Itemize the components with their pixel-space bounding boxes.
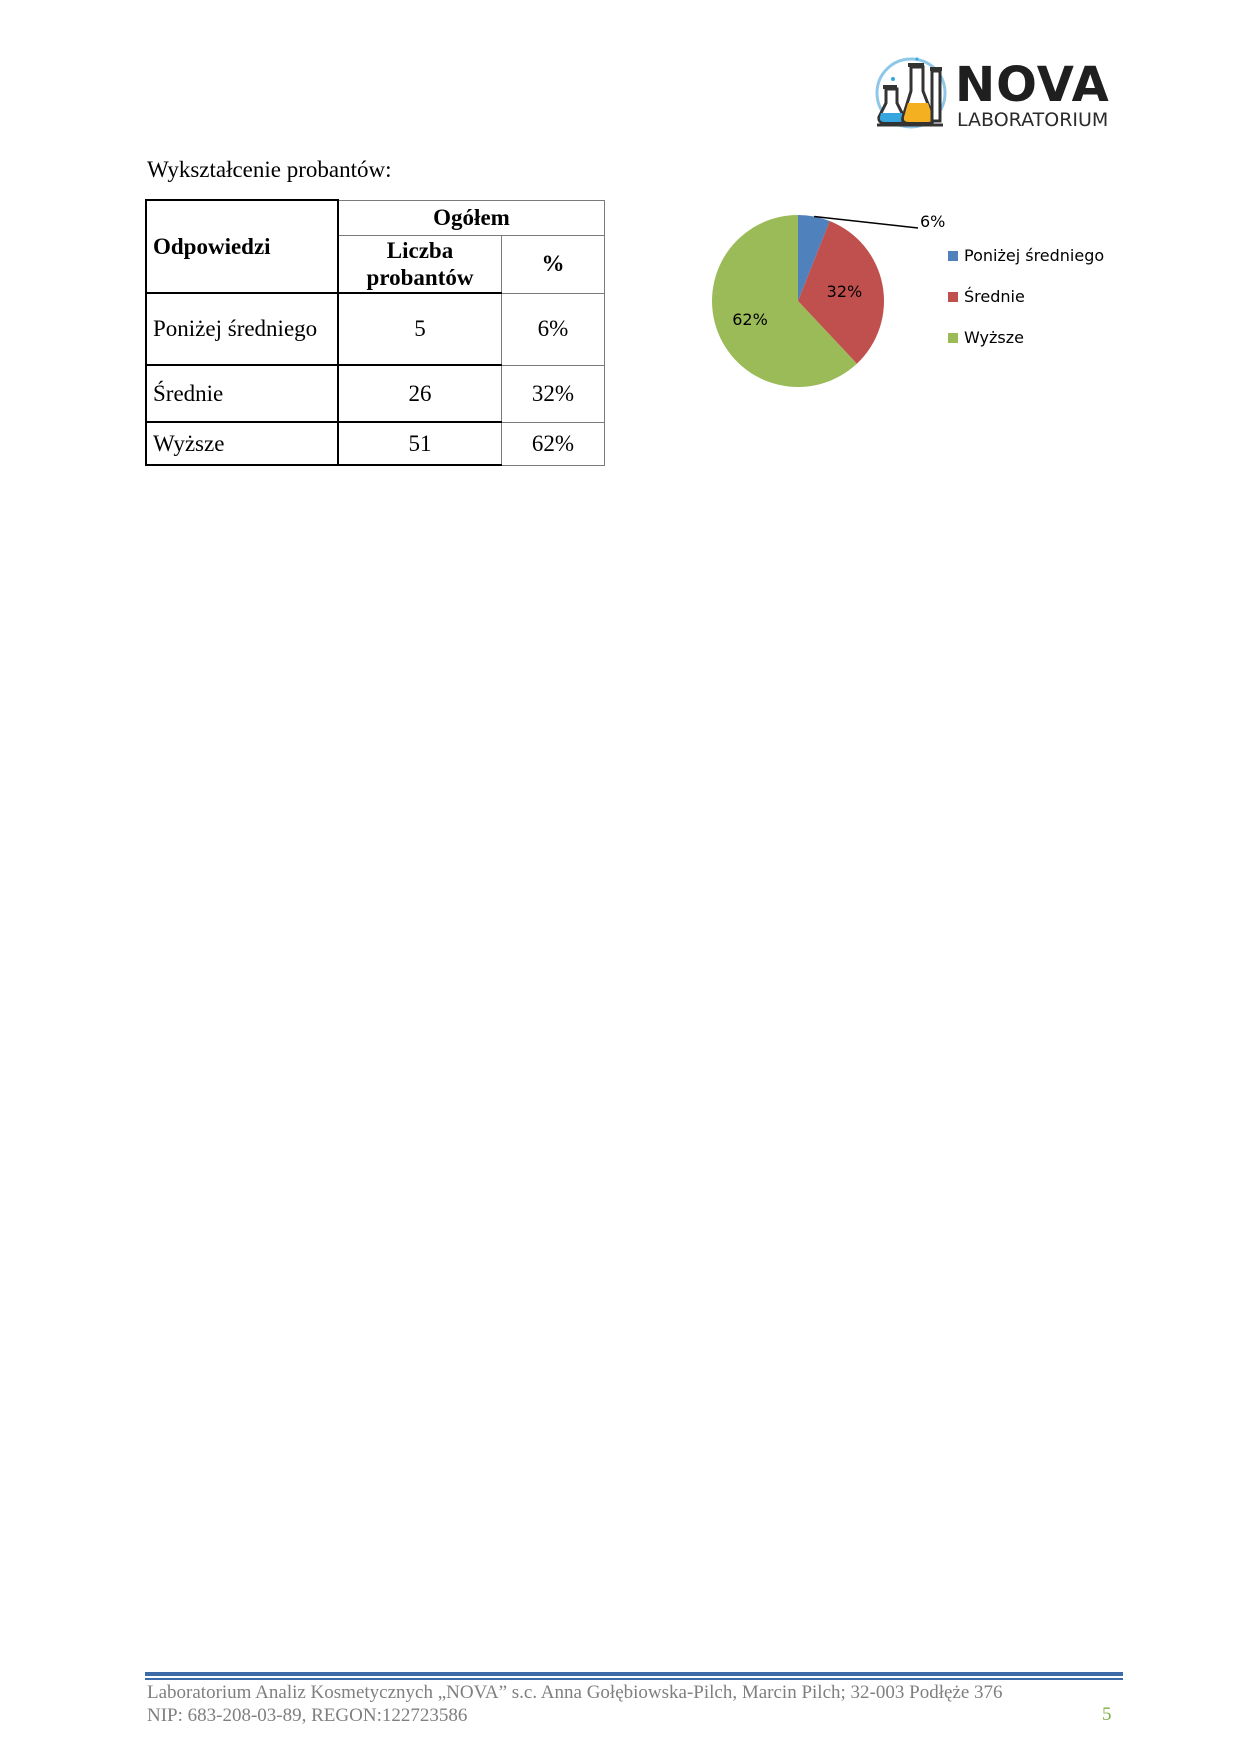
section-heading: Wykształcenie probantów:	[147, 157, 392, 182]
data-label: 32%	[826, 282, 863, 302]
logo-title: NOVA	[955, 57, 1110, 113]
footer-ids: NIP: 683-208-03-89, REGON:122723586	[147, 1705, 468, 1726]
table-row	[146, 293, 605, 365]
legend-swatch	[948, 292, 958, 302]
legend-entry: Poniżej średniego	[964, 246, 1105, 265]
row-percent: 6%	[502, 293, 605, 365]
table-row	[146, 422, 605, 465]
pie-chart-svg	[700, 200, 1120, 410]
footer-divider	[145, 1672, 1123, 1680]
table-row	[146, 365, 605, 422]
legend-entry: Wyższe	[964, 328, 1024, 347]
header-count: Liczba probantów	[338, 235, 502, 293]
data-label: 62%	[732, 309, 768, 329]
header-answers: Odpowiedzi	[146, 200, 338, 293]
legend-swatch	[948, 333, 958, 343]
legend-entry: Średnie	[964, 287, 1025, 306]
footer-text	[147, 1681, 1003, 1727]
footer-address: Laboratorium Analiz Kosmetycznych „NOVA” s.c. Anna Gołębiowska-Pilch, Marcin Pilch; 32-003 Podłęże 376	[147, 1682, 1003, 1703]
logo-subtitle: LABORATORIUM	[957, 109, 1109, 131]
row-label: Poniżej średniego	[146, 293, 338, 365]
page-number: 5	[1102, 1704, 1112, 1725]
education-pie-chart	[700, 200, 1120, 410]
row-label: Wyższe	[146, 422, 338, 465]
header-group: Ogółem	[338, 200, 605, 235]
company-logo	[873, 55, 1118, 135]
row-count: 51	[338, 422, 502, 465]
lab-flasks-icon	[873, 55, 953, 135]
education-table	[145, 199, 605, 466]
row-percent: 62%	[502, 422, 605, 465]
header-percent: %	[502, 235, 605, 293]
legend-swatch	[948, 251, 958, 261]
data-label: 6%	[920, 212, 946, 231]
row-percent: 32%	[502, 365, 605, 422]
row-label: Średnie	[146, 365, 338, 422]
row-count: 26	[338, 365, 502, 422]
row-count: 5	[338, 293, 502, 365]
